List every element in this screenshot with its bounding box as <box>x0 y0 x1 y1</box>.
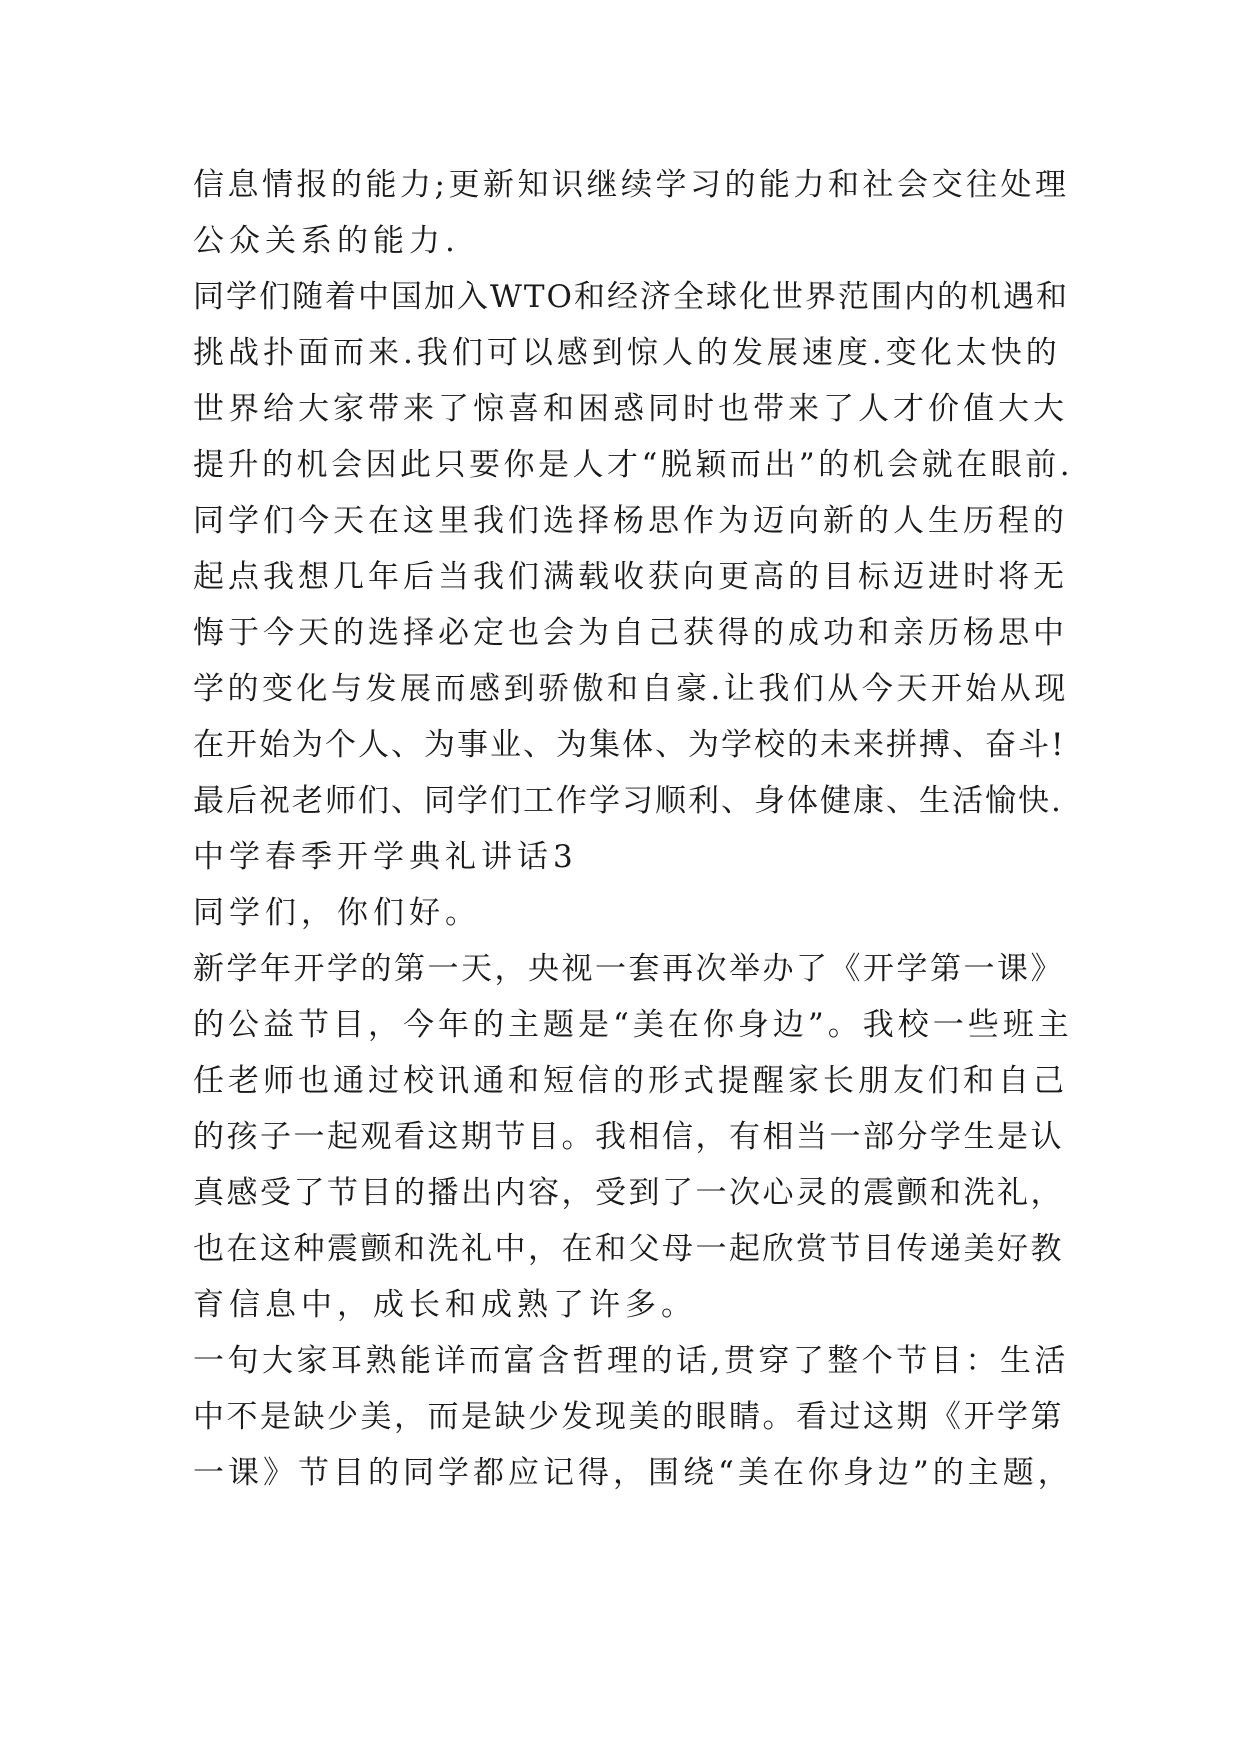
text-line: 信息情报的能力;更新知识继续学习的能力和社会交往处理 <box>193 167 1070 203</box>
text-line: 在开始为个人、为事业、为集体、为学校的未来拼搏、奋斗! <box>193 727 1066 763</box>
section-heading: 中学春季开学典礼讲话3 <box>193 839 578 875</box>
text-line: 也在这种震颤和洗礼中，在和父母一起欣赏节目传递美好教 <box>193 1231 1064 1267</box>
text-line: 一课》节目的同学都应记得，围绕“美在你身边”的主题， <box>193 1455 1073 1491</box>
text-line: 悔于今天的选择必定也会为自己获得的成功和亲历杨思中 <box>193 615 1068 651</box>
text-line: 同学们，你们好。 <box>193 895 481 931</box>
text-line: 提升的机会因此只要你是人才“脱颖而出”的机会就在眼前. <box>193 447 1074 483</box>
text-line: 世界给大家带来了惊喜和困惑同时也带来了人才价值大大 <box>193 391 1068 427</box>
text-line: 公众关系的能力. <box>193 223 460 259</box>
text-line: 同学们随着中国加入WTO和经济全球化世界范围内的机遇和 <box>193 279 1069 315</box>
text-line: 的公益节目，今年的主题是“美在你身边”。我校一些班主 <box>193 1007 1073 1043</box>
document-body <box>193 157 1073 1501</box>
text-line: 起点我想几年后当我们满载收获向更高的目标迈进时将无 <box>193 559 1068 595</box>
text-line: 挑战扑面而来.我们可以感到惊人的发展速度.变化太快的 <box>193 335 1061 371</box>
text-line: 新学年开学的第一天，央视一套再次举办了《开学第一课》 <box>193 951 1064 987</box>
text-line: 的孩子一起观看这期节目。我相信，有相当一部分学生是认 <box>193 1119 1064 1155</box>
text-line: 最后祝老师们、同学们工作学习顺利、身体健康、生活愉快. <box>193 783 1063 819</box>
text-line: 学的变化与发展而感到骄傲和自豪.让我们从今天开始从现 <box>193 671 1069 707</box>
text-line: 真感受了节目的播出内容，受到了一次心灵的震颤和洗礼， <box>193 1175 1064 1211</box>
text-line: 中不是缺少美，而是缺少发现美的眼睛。看过这期《开学第 <box>193 1399 1064 1435</box>
text-line: 同学们今天在这里我们选择杨思作为迈向新的人生历程的 <box>193 503 1068 539</box>
text-line: 任老师也通过校讯通和短信的形式提醒家长朋友们和自己 <box>193 1063 1068 1099</box>
text-line: 一句大家耳熟能详而富含哲理的话,贯穿了整个节目：生活 <box>193 1343 1069 1379</box>
text-line: 育信息中，成长和成熟了许多。 <box>193 1287 697 1323</box>
